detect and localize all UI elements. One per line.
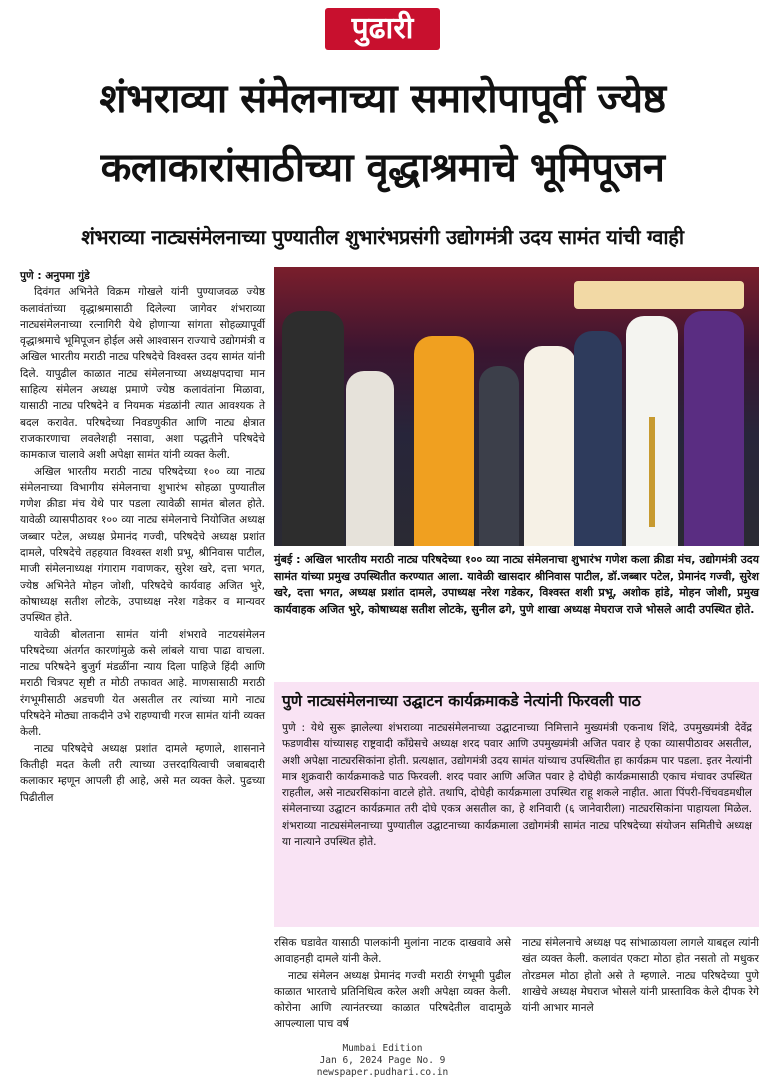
site-link[interactable]: newspaper.pudhari.co.in xyxy=(316,1067,449,1078)
newspaper-logo: पुढारी xyxy=(325,8,440,50)
article-paragraph: नाट्य संमेलन अध्यक्ष प्रेमानंद गज्वी मराठी रंगभूमी पुढील काळात भारताचे प्रतिनिधित्व करेल अशी अपेक्षा व्यक्त केली. कोरोना आणि त्यानंतरच्या काळात परिषदेतील वादामुळे आपल्याला पाच वर्ष xyxy=(274,969,511,1031)
headline-line-2: कलाकारांसाठीच्या वृद्धाश्रमाचे भूमिपूजन xyxy=(100,145,665,191)
continuation-column-2: नाट्य संमेलनाचे अध्यक्ष पद सांभाळायला लागले याबद्दल त्यांनी खंत व्यक्त केली. कलावंत एकटा मोठा होत नसतो तो मधुकर तोरडमल मोठा होतो असे ते म्हणाले. नाट्य परिषदेच्या पुणे शाखेचे अध्यक्ष मेघराज भोसले यांनी प्रास्ताविक केले दीपक रेगे यांनी आभार मानले xyxy=(522,937,759,1015)
date-page-label: Jan 6, 2024 Page No. 9 xyxy=(319,1055,446,1066)
sidebar-box-title: पुणे नाट्यसंमेलनाच्या उद्घाटन कार्यक्रमाकडे नेत्यांनी फिरवली पाठ xyxy=(282,692,641,710)
person-figure xyxy=(479,366,519,546)
ceremonial-lamp xyxy=(649,417,655,527)
sidebar-box-body: पुणे : येथे सुरू झालेल्या शंभराव्या नाट्यसंमेलनाच्या उद्घाटनाच्या निमित्ताने मुख्यमंत्री एकनाथ शिंदे, उपमुख्यमंत्री देवेंद्र फडणवीस यांच्यासह राष्ट्रवादी काँग्रेसचे अध्यक्ष शरद पवार आणि उपमुख्यमंत्री अजित पवार हे एका व्यासपीठावर असतील, अशी अपेक्षा नाट्यरसिकांना होती. प्रत्यक्षात, उद्योगमंत्री उदय सामंत यांच्याच उपस्थितीत हा कार्यक्रम पार पडला. इतर नेत्यांनी मात्र शुक्रवारी कार्यक्रमाकडे पाठ फिरवली. शरद पवार आणि अजित पवार हे दोघेही कार्यक्रमासाठी एकाच मंचावर उपस्थित राहतील, असे नाट्यरसिकांना वाटले होते. तथापि, दोघेही कार्यक्रमाला उपस्थित राहू शकले नाहीत. आता पिंपरी-चिंचवडमधील संमेलनाच्या उद्घाटन कार्यक्रमात तरी दोघे एकत्र असतील का, हे शनिवारी (६ जानेवारीला) नाट्यरसिकांना पाहायला मिळेल. शंभराव्या नाट्यसंमेलनाच्या पुण्यातील उद्घाटनाच्या कार्यक्रमाला उद्योगमंत्री सामंत नाट्य परिषदेच्या संयोजन समितीचे अध्यक्ष या नात्याने उपस्थित होते. xyxy=(282,722,752,849)
edition-label: Mumbai Edition xyxy=(342,1043,423,1054)
person-figure xyxy=(684,311,744,546)
subheadline: शंभराव्या नाट्यसंमेलनाच्या पुण्यातील शुभारंभप्रसंगी उद्योगमंत्री उदय सामंत यांची ग्वाही xyxy=(81,225,684,249)
person-figure xyxy=(282,311,344,546)
article-paragraph: अखिल भारतीय मराठी नाट्य परिषदेच्या १०० व्या नाट्य संमेलनाच्या विभागीय संमेलनाचा शुभारंभ सोहळा पुण्यातील गणेश क्रीडा मंच येथे पार पडला त्यावेळी सामंत बोलत होते. यावेळी व्यासपीठावर १०० व्या नाट्य संमेलनाचे नियोजित अध्यक्ष जब्बार पटेल, अध्यक्ष प्रेमानंद गज्वी, परिषदेचे अध्यक्ष प्रशांत दामले, परिषदेचे तहहयात विश्वस्त शशी प्रभू, श्रीनिवास पाटील, माजी संमेलनाध्यक्ष गंगाराम गवाणकर, सुरेश खरे, दत्ता भगत, ज्येष्ठ अभिनेते मोहन जोशी, परिषदेचे कार्यवाह अजित भुरे, कोषाध्यक्ष सतीश लोटके, उपाध्यक्ष नरेश गडेकर व मान्यवर उपस्थित होते. xyxy=(20,465,265,625)
page-footer xyxy=(0,1043,765,1079)
person-figure xyxy=(414,336,474,546)
person-figure xyxy=(574,331,622,546)
person-figure xyxy=(346,371,394,546)
person-figure xyxy=(524,346,576,546)
article-paragraph: दिवंगत अभिनेते विक्रम गोखले यांनी पुण्याजवळ ज्येष्ठ कलावंतांच्या वृद्धाश्रमासाठी दिलेल्या जागेवर शंभराव्या नाट्यसंमेलनाच्या रत्नागिरी येथे होणाऱ्या सांगता सोहळ्यापूर्वी वृद्धाश्रमाचे भूमिपूजन होईल असे आश्वासन राज्याचे उद्योगमंत्री व अखिल भारतीय मराठी नाट्य परिषदेचे विश्वस्त उदय सामंत यांनी दिले. यापुढील काळात नाट्य संमेलनाच्या अध्यक्षपदाचा मान साहित्य संमेलन अध्यक्ष प्रमाणे ज्येष्ठ कलावंतांना मिळावा, यासाठी नाट्य परिषदेने व नियमक मंडळांनी त्यात आवश्यक ते बदल करावेत. परिषदेच्या निवडणुकीत आणि नाट्य क्षेत्रात राजकारणाचा लवलेशही नसावा, अशा पद्धतीने परिषदेचे कामकाज चालावे अशी अपेक्षा सामंत यांनी व्यक्त केली. xyxy=(20,286,265,462)
photo-caption: मुंबई : अखिल भारतीय मराठी नाट्य परिषदेच्या १०० व्या नाट्य संमेलनाचा शुभारंभ गणेश कला क्रीडा मंच, उद्योगमंत्री उदय सामंत यांच्या प्रमुख उपस्थितीत करण्यात आला. यावेळी खासदार श्रीनिवास पाटील, डॉ.जब्बार पटेल, प्रेमानंद गज्वी, सुरेश खरे, दत्ता भगत, अध्यक्ष प्रशांत दामले, उपाध्यक्ष नरेश गडेकर, विश्वस्त शशी प्रभू, अशोक हांडे, मोहन जोशी, प्रमुख कार्यवाहक अजित भुरे, कोषाध्यक्ष सतीश लोटके, सुनील ढगे, पुणे शाखा अध्यक्ष मेघराज राजे भोसले आदी उपस्थित होते. xyxy=(274,553,759,616)
masthead xyxy=(0,0,765,60)
article-main-column xyxy=(20,268,265,806)
article-paragraph: नाट्य परिषदेचे अध्यक्ष प्रशांत दामले म्हणाले, शासनाने कितीही मदत केली तरी त्याच्या उत्तरदायित्वाची जबाबदारी कलाकार म्हणून आपली ही आहे, असे मत व्यक्त केले. पुढच्या पिढीतील xyxy=(20,742,265,804)
headline-line-1: शंभराव्या संमेलनाच्या समारोपापूर्वी ज्येष्ठ xyxy=(99,76,666,122)
sidebar-news-box xyxy=(274,682,759,927)
byline: पुणे : अनुपमा गुंडे xyxy=(20,270,90,282)
article-paragraph: यावेळी बोलताना सामंत यांनी शंभरावे नाटयसंमेलन परिषदेच्या अंतर्गत कारणांमुळे कसे लांबले याचा पाढा वाचला. नाट्य परिषदेने बुजुर्ग मंडळींना न्याय दिला पाहिजे हिंदी आणि मराठी चित्रपट सृष्टी त मोठी तफावत आहे. माणसासाठी मराठी रंगभूमीसाठी अडचणी येत असतील तर त्यांच्या मागे नाट्य परिषदेने मोठ्या ताकदीने उभे राहण्याची गरज सामंत यांनी व्यक्त केली. xyxy=(20,628,265,739)
article-paragraph: रसिक घडावेत यासाठी पालकांनी मुलांना नाटक दाखवावे असे आवाहनही दामले यांनी केले. xyxy=(274,937,511,966)
event-photo xyxy=(274,267,759,546)
stage-banner xyxy=(574,281,744,309)
continuation-column-1 xyxy=(274,935,511,1033)
